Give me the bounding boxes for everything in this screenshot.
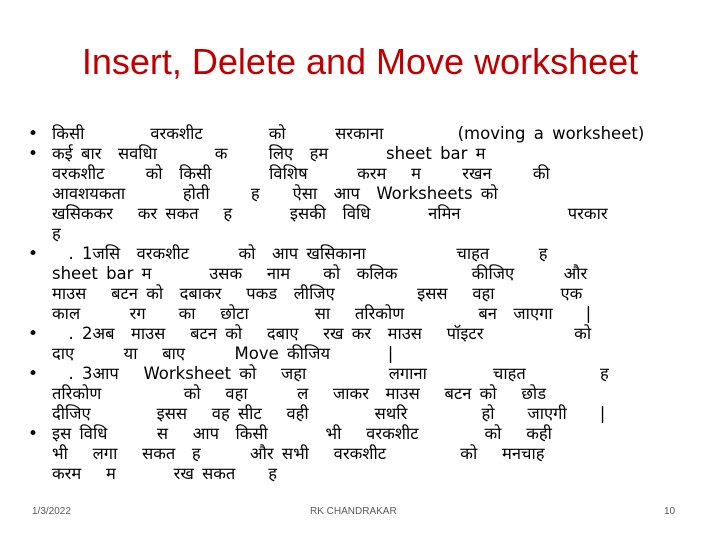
bullet-line: वरकशीट को किसी विशिष करम म रखन की — [52, 164, 550, 183]
bullet-line: खसिककर कर सकत ह इसकी विधि नमिन परकार — [52, 204, 608, 223]
bullet-item-2 — [28, 144, 668, 244]
bullet-line: किसी वरकशीट को सरकाना (moving a worksheet) — [52, 124, 645, 143]
bullet-line: दाए या बाए Move कीजिय | — [52, 344, 394, 363]
bullet-item-4 — [28, 324, 668, 364]
bullet-line: करम म रख सकत ह — [52, 464, 278, 483]
bullet-item-6 — [28, 424, 668, 484]
bullet-line: . 1जसि वरकशीट को आप खसिकाना चाहत ह — [52, 244, 548, 263]
footer-page-number: 10 — [664, 506, 676, 517]
bullet-dot-icon: • — [28, 424, 39, 444]
footer-author: RK CHANDRAKAR — [310, 506, 397, 517]
bullet-line: कई बार सवधिा क लिए हम sheet bar म — [52, 144, 486, 163]
bullet-item-3 — [28, 244, 668, 324]
bullet-line: काल रग का छोटा सा तरिकोण बन जाएगा | — [52, 304, 592, 323]
bullet-line: तरिकोण को वहा ल जाकर माउस बटन को छोड — [52, 384, 547, 403]
bullet-line: माउस बटन को दबाकर पकड लीजिए इसस वहा एक — [52, 284, 583, 303]
bullet-dot-icon: • — [28, 144, 39, 164]
footer-date: 1/3/2022 — [32, 506, 71, 517]
bullet-dot-icon: • — [28, 244, 39, 264]
bullet-dot-icon: • — [28, 324, 39, 344]
slide-title: Insert, Delete and Move worksheet — [81, 41, 639, 82]
bullet-line: भी लगा सकत ह और सभी वरकशीट को मनचाह — [52, 444, 545, 463]
bullet-dot-icon: • — [28, 124, 39, 144]
bullet-line: sheet bar म उसक नाम को कलिक कीजिए और — [52, 264, 588, 283]
bullet-dot-icon: • — [28, 364, 39, 384]
bullet-item-1 — [28, 124, 668, 144]
bullet-line: इस विधि स आप किसी भी वरकशीट को कही — [52, 424, 552, 443]
bullet-line: ह — [52, 224, 61, 243]
bullet-item-5 — [28, 364, 668, 424]
bullet-line: दीजिए इसस वह सीट वही सथरि हो जाएगी | — [52, 404, 606, 423]
bullet-line: . 3आप Worksheet को जहा लगाना चाहत ह — [52, 364, 609, 383]
bullet-line: . 2अब माउस बटन को दबाए रख कर माउस पॉइटर को — [52, 324, 592, 343]
slide-body — [28, 124, 668, 484]
bullet-line: आवशयकता होती ह ऐसा आप Worksheets को — [52, 184, 498, 203]
